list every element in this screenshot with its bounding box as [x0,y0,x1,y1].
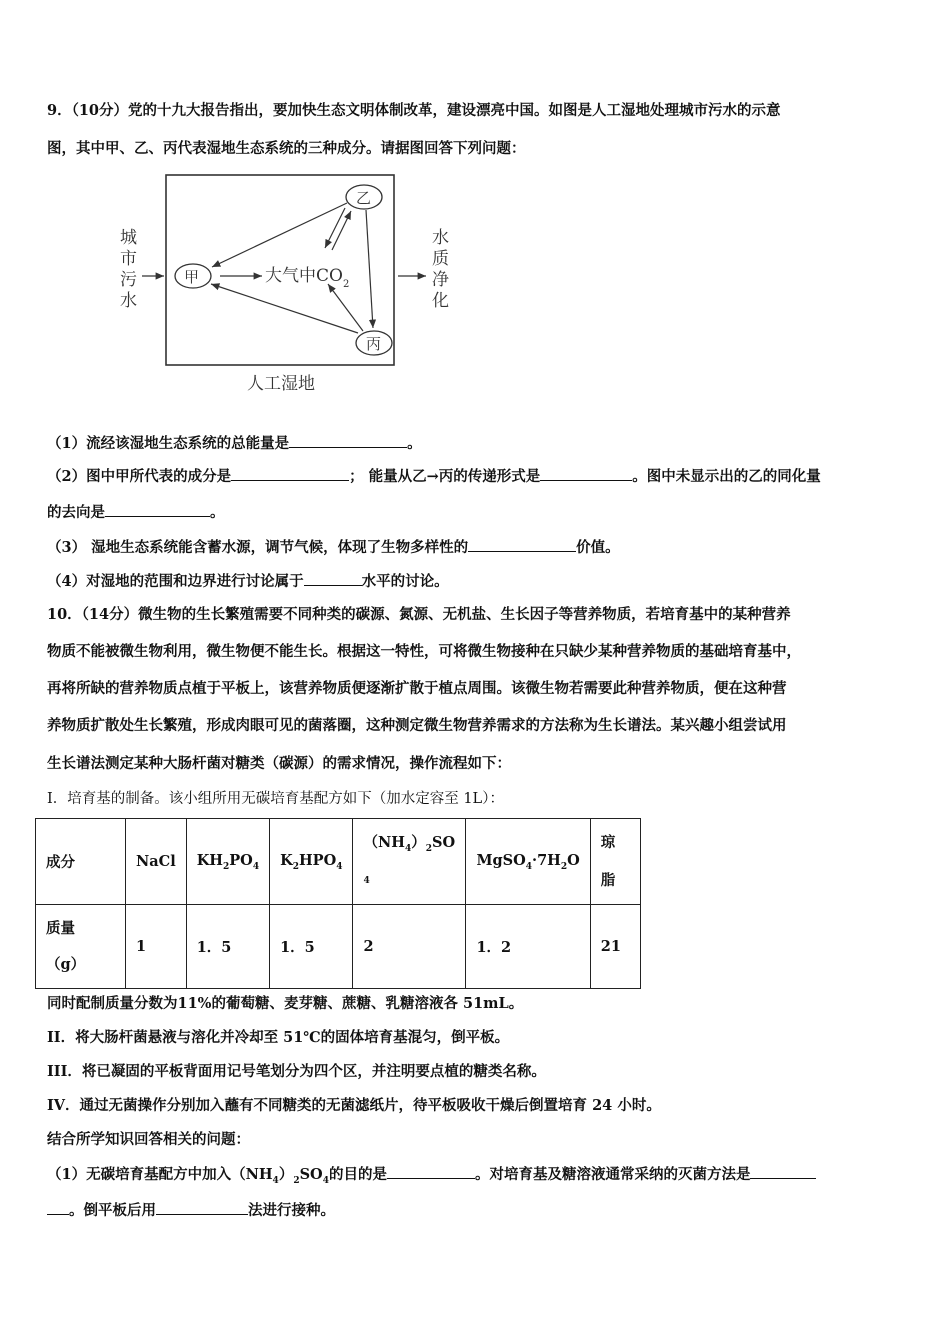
table-row [36,905,641,989]
q10-stem-line2: 物质不能被微生物利用，微生物便不能生长。根据这一特性，可将微生物接种在只缺少某种营养物质的基础培育基中， [47,643,801,660]
answer-blank[interactable] [289,433,407,448]
q10-stem-line4: 养物质扩散处生长繁殖，形成肉眼可见的菌落圈，这种测定微生物营养需求的方法称为生长谱法。某兴趣小组尝试用 [47,717,787,734]
table-cell: 质量 （g） [36,905,126,989]
table-header-cell: NaCl [126,819,187,905]
table-header-cell: $MgSO_4\cdot 7H_2O$ [466,819,590,905]
svg-text:质: 质 [432,249,449,269]
svg-text:化: 化 [432,291,449,311]
table-row [36,819,641,905]
table-cell: 2 [353,905,466,989]
table-header-cell: $(NH_4)_2SO$ $_4$ [353,819,466,905]
output-label [432,228,449,311]
table-header-cell: $KH_2PO_4$ [186,819,269,905]
table-cell: 1．2 [466,905,590,989]
q10-stem-line5: 生长谱法测定某种大肠杆菌对糖类（碳源）的需求情况，操作流程如下： [47,755,511,772]
answer-blank[interactable] [105,502,210,517]
arrow-yi-jia [212,203,347,267]
q10-step3: III．将已凝固的平板背面用记号笔划分为四个区，并注明要点植的糖类名称。 [47,1063,546,1080]
box-caption: 人工湿地 [247,374,315,394]
table-header-cell: 成分 [36,819,126,905]
answer-blank[interactable] [468,537,576,552]
node-jia-label: 甲 [184,268,200,286]
svg-text:污: 污 [120,270,137,290]
medium-recipe-table [35,818,641,989]
svg-text:水: 水 [120,291,137,311]
answer-blank[interactable] [231,466,349,481]
q9-part4: （4）对湿地的范围和边界进行讨论属于 水平的讨论。 [47,573,449,590]
wetland-diagram [110,172,470,398]
arrow-yi-bing [366,210,373,328]
arrow-yi-co2 [325,208,345,248]
arrow-co2-yi [332,211,351,250]
answer-blank[interactable] [304,571,362,586]
table-header-cell: 琼 脂 [590,819,640,905]
q10-answer1: （1）无碳培育基配方中加入$(NH_4)_2SO_4$的目的是 。对培育基及糖溶液通常采纳的灭菌方法是 [47,1164,816,1191]
table-cell: 1 [126,905,187,989]
node-bing-label: 丙 [366,335,382,353]
table-header-cell: $K_2HPO_4$ [270,819,353,905]
q9-part2-cont: 的去向是 。 [47,504,225,521]
table-cell: 1．5 [270,905,353,989]
q10-prompt: 结合所学知识回答相关的问题： [47,1131,250,1148]
q9-part1: （1）流经该湿地生态系统的总能量是 。 [47,435,422,452]
q10-step1: I．培育基的制备。该小组所用无碳培育基配方如下（加水定容至 1L）： [47,791,504,807]
svg-text:水: 水 [432,228,449,248]
arrow-bing-co2 [328,284,363,331]
input-label [120,228,137,311]
q9-stem-line1: 9．（10分）党的十九大报告指出，要加快生态文明体制改革，建设漂亮中国。如图是人工湿地处理城市污水的示意 [47,102,781,119]
co2-label: 大气中$CO_2$ [265,266,350,290]
q10-step2: II．将大肠杆菌悬液与溶化并冷却至 51℃的固体培育基混匀，倒平板。 [47,1029,510,1046]
answer-blank[interactable] [47,1200,69,1215]
node-yi-label: 乙 [356,189,372,207]
answer-blank[interactable] [540,466,632,481]
q10-stem-line1: 10．（14分）微生物的生长繁殖需要不同种类的碳源、氮源、无机盐、生长因子等营养物质，若培育基中的某种营养 [47,606,791,623]
q9-part2: （2）图中甲所代表的成分是 ； 能量从乙→丙的传递形式是 。图中未显示出的乙的同化量 [47,468,821,485]
q10-stem-line3: 再将所缺的营养物质点植于平板上，该营养物质便逐渐扩散于植点周围。该微生物若需要此种营养物质，便在这种营 [47,680,787,697]
svg-text:城: 城 [120,228,137,248]
svg-text:净: 净 [432,270,449,290]
arrow-bing-jia [211,284,358,333]
q9-stem-line2: 图，其中甲、乙、丙代表湿地生态系统的三种成分。请据图回答下列问题： [47,140,526,157]
table-cell: 21 [590,905,640,989]
q9-part3: （3） 湿地生态系统能含蓄水源，调节气候，体现了生物多样性的 价值。 [47,539,620,556]
svg-text:市: 市 [120,249,137,269]
q10-sugar-solutions: 同时配制质量分数为11%的葡萄糖、麦芽糖、蔗糖、乳糖溶液各 51mL。 [47,995,524,1012]
answer-blank[interactable] [387,1164,475,1179]
q10-step4: IV．通过无菌操作分别加入蘸有不同糖类的无菌滤纸片，待平板吸收干燥后倒置培育 24 小时。 [47,1097,661,1114]
answer-blank[interactable] [156,1200,248,1215]
answer-blank[interactable] [750,1164,816,1179]
q10-answer1-cont: 。倒平板后用 法进行接种。 [47,1200,335,1221]
table-cell: 1．5 [186,905,269,989]
